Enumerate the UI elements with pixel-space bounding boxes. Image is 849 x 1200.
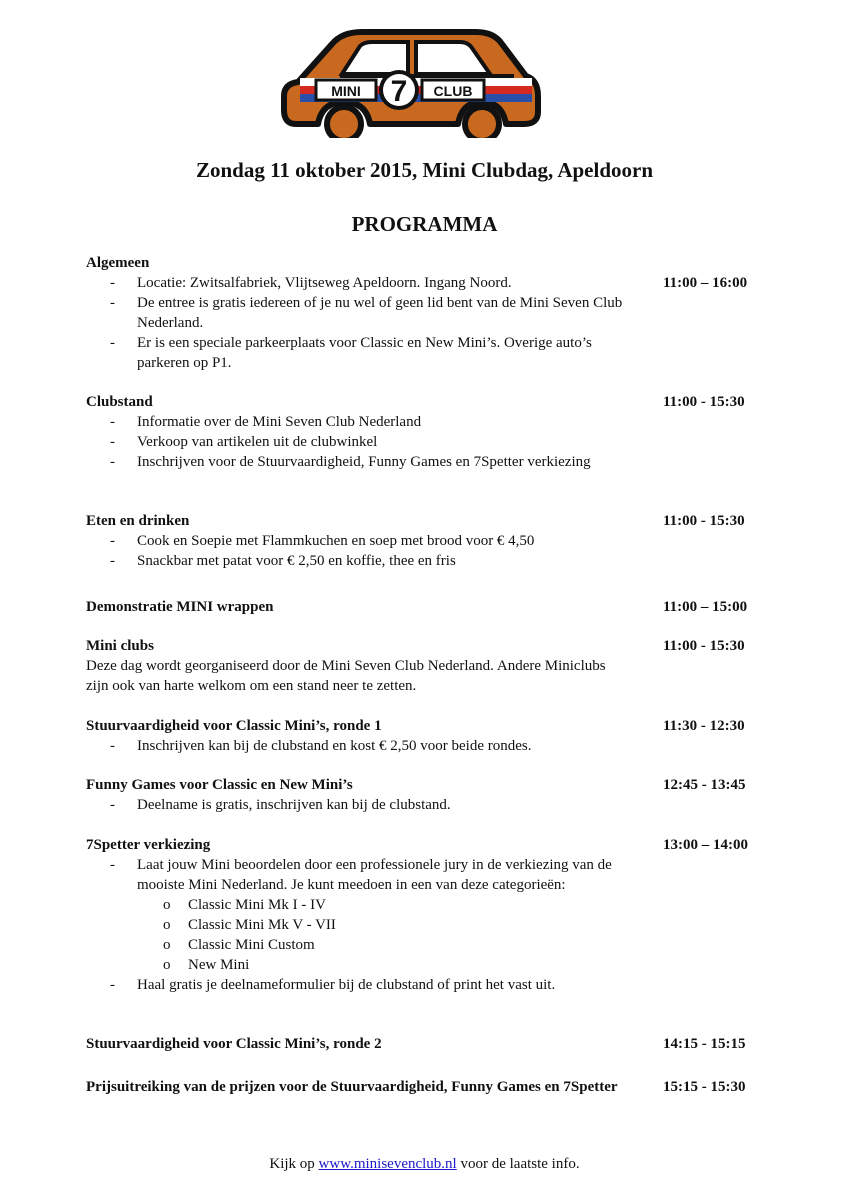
sub-list-item: o Classic Mini Custom bbox=[163, 937, 315, 953]
section-heading: Stuurvaardigheid voor Classic Mini’s, ronde 1 bbox=[86, 718, 382, 734]
section-heading: Stuurvaardigheid voor Classic Mini’s, ronde 2 bbox=[86, 1036, 382, 1052]
footer-text-after: voor de laatste info. bbox=[456, 1156, 580, 1172]
sub-list-item: o New Mini bbox=[163, 957, 250, 973]
section-stuurvaardigheid-1 bbox=[86, 716, 776, 756]
logo-right-text: CLUB bbox=[433, 83, 473, 99]
list-item: - Verkoop van artikelen uit de clubwinkel bbox=[110, 434, 378, 450]
footer bbox=[0, 1156, 849, 1173]
list-item: - Laat jouw Mini beoordelen door een professionele jury in de verkiezing van de mooiste Mini Nederland. Je kunt meedoen in een van deze categorieën: bbox=[110, 857, 612, 893]
section-time: 13:00 – 14:00 bbox=[663, 837, 748, 853]
section-heading: Demonstratie MINI wrappen bbox=[86, 599, 274, 615]
section-demonstratie bbox=[86, 597, 776, 617]
section-time: 11:00 – 16:00 bbox=[663, 275, 748, 291]
footer-text-before: Kijk op bbox=[269, 1156, 319, 1172]
section-heading: Algemeen bbox=[86, 255, 150, 271]
section-text: Deze dag wordt georganiseerd door de Mini Seven Club Nederland. Andere Miniclubs zijn ook van harte welkom om een stand neer te zetten. bbox=[86, 658, 606, 694]
section-clubstand bbox=[86, 392, 776, 472]
list-item: - Informatie over de Mini Seven Club Nederland bbox=[110, 414, 422, 430]
section-time: 11:00 - 15:30 bbox=[663, 513, 745, 529]
website-link[interactable]: www.minisevenclub.nl bbox=[318, 1156, 457, 1172]
section-heading: Clubstand bbox=[86, 394, 153, 410]
sub-list-item: o Classic Mini Mk I - IV bbox=[163, 897, 326, 913]
section-time: 11:00 - 15:30 bbox=[663, 394, 745, 410]
section-time: 11:00 – 15:00 bbox=[663, 599, 748, 615]
sub-list-item: o Classic Mini Mk V - VII bbox=[163, 917, 336, 933]
list-item: - Er is een speciale parkeerplaats voor Classic en New Mini’s. Overige auto’s parkeren op P1. bbox=[110, 335, 592, 371]
list-item: - Cook en Soepie met Flammkuchen en soep met brood voor € 4,50 bbox=[110, 533, 535, 549]
section-stuurvaardigheid-2 bbox=[86, 1034, 776, 1054]
list-item: - Deelname is gratis, inschrijven kan bij de clubstand. bbox=[110, 797, 451, 813]
section-algemeen bbox=[86, 253, 776, 373]
section-time: 15:15 - 15:30 bbox=[663, 1079, 746, 1095]
section-heading: Mini clubs bbox=[86, 638, 154, 654]
logo-number: 7 bbox=[390, 75, 408, 108]
program-heading: PROGRAMMA bbox=[351, 212, 498, 236]
section-time: 12:45 - 13:45 bbox=[663, 777, 746, 793]
list-item: - Locatie: Zwitsalfabriek, Vlijtseweg Apeldoorn. Ingang Noord. bbox=[110, 275, 512, 291]
list-item: - Snackbar met patat voor € 2,50 en koffie, thee en fris bbox=[110, 553, 456, 569]
section-time: 11:30 - 12:30 bbox=[663, 718, 745, 734]
section-eten-en-drinken bbox=[86, 511, 776, 571]
section-heading: 7Spetter verkiezing bbox=[86, 837, 211, 853]
list-item: - Inschrijven voor de Stuurvaardigheid, Funny Games en 7Spetter verkiezing bbox=[110, 454, 591, 470]
section-heading: Eten en drinken bbox=[86, 513, 190, 529]
list-item: - Inschrijven kan bij de clubstand en kost € 2,50 voor beide rondes. bbox=[110, 738, 532, 754]
list-item: - Haal gratis je deelnameformulier bij de clubstand of print het vast uit. bbox=[110, 977, 556, 993]
section-time: 14:15 - 15:15 bbox=[663, 1036, 746, 1052]
section-heading: Funny Games voor Classic en New Mini’s bbox=[86, 777, 353, 793]
logo-left-text: MINI bbox=[331, 83, 361, 99]
section-7spetter bbox=[86, 835, 776, 995]
section-time: 11:00 - 15:30 bbox=[663, 638, 745, 654]
list-item: - De entree is gratis iedereen of je nu wel of geen lid bent van de Mini Seven Club Nederland. bbox=[110, 295, 623, 331]
section-prijsuitreiking bbox=[86, 1077, 776, 1097]
section-funny-games bbox=[86, 775, 776, 815]
section-heading: Prijsuitreiking van de prijzen voor de Stuurvaardigheid, Funny Games en 7Spetter bbox=[86, 1079, 618, 1095]
mini-seven-club-logo bbox=[280, 20, 542, 138]
page-title: Zondag 11 oktober 2015, Mini Clubdag, Apeldoorn bbox=[195, 158, 654, 182]
section-mini-clubs bbox=[86, 636, 776, 696]
